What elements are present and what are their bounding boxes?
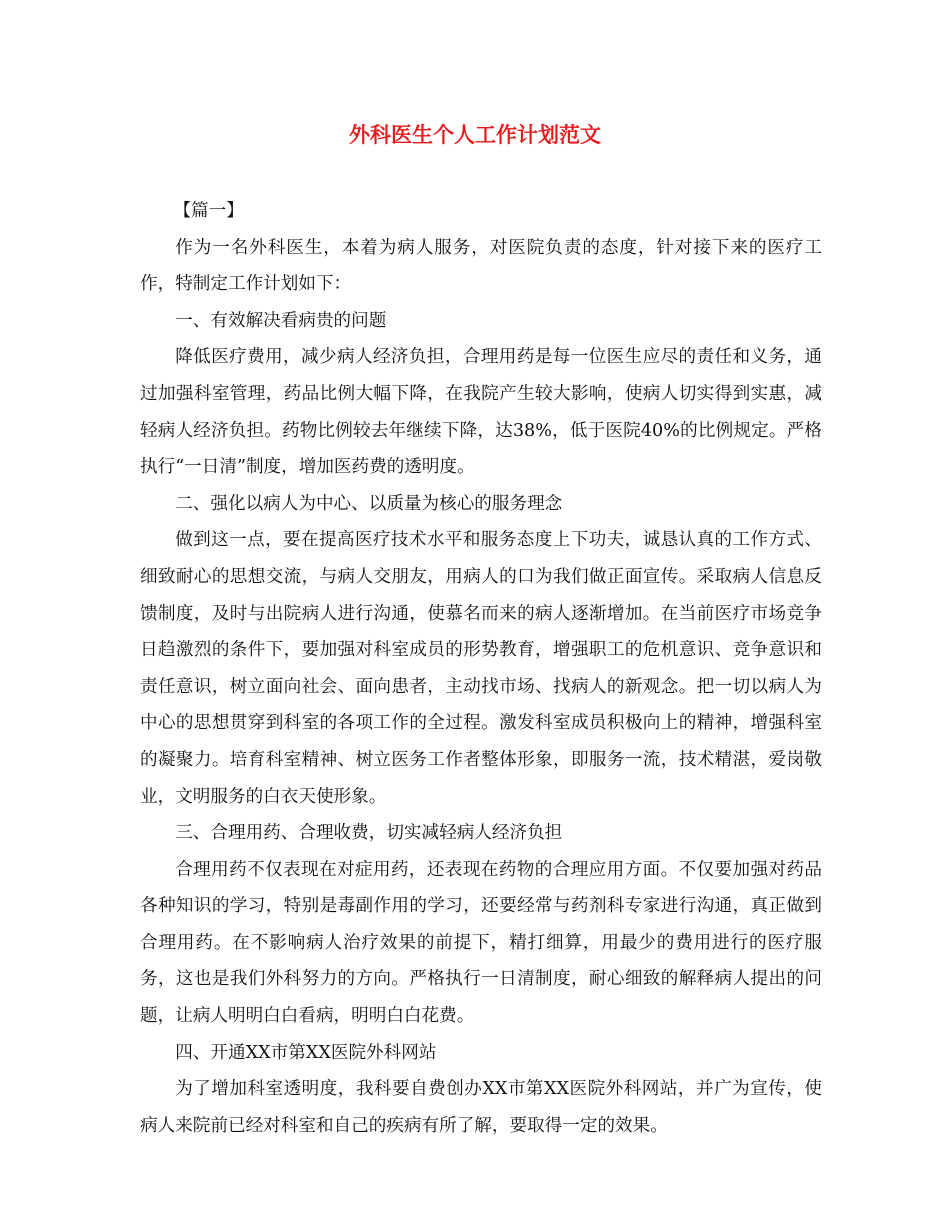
part-label: 【篇一】 <box>173 201 244 221</box>
section-heading-1: 一、有效解决看病贵的问题 <box>175 310 387 331</box>
section-paragraph-1: 降低医疗费用，减少病人经济负担，合理用药是每一位医生应尽的责任和义务，通过加强科室管理，药品比例大幅下降，在我院产生较大影响，使病人切实得到实惠，减轻病人经济负担。药物比例较去年继续下降，达38%，低于医院40%的比例规定。严格执行“一日清”制度，增加医药费的透明度。 <box>140 347 822 478</box>
section-heading-4: 四、开通XX市第XX医院外科网站 <box>175 1042 437 1063</box>
section-heading-3: 三、合理用药、合理收费，切实减轻病人经济负担 <box>175 823 563 844</box>
document-body <box>140 193 822 1144</box>
document-title: 外科医生个人工作计划范文 <box>349 122 601 147</box>
section-paragraph-4: 为了增加科室透明度，我科要自费创办XX市第XX医院外科网站，并广为宣传，使病人来院前已经对科室和自己的疾病有所了解，要取得一定的效果。 <box>140 1079 822 1136</box>
section-heading-2: 二、强化以病人为中心、以质量为核心的服务理念 <box>175 493 563 514</box>
section-paragraph-2: 做到这一点，要在提高医疗技术水平和服务态度上下功夫，诚恳认真的工作方式、细致耐心的思想交流，与病人交朋友，用病人的口为我们做正面宣传。采取病人信息反馈制度，及时与出院病人进行沟通，使慕名而来的病人逐渐增加。在当前医疗市场竞争日趋激烈的条件下，要加强对科室成员的形势教育，增强职工的危机意识、竞争意识和责任意识，树立面向社会、面向患者，主动找市场、找病人的新观念。把一切以病人为中心的思想贯穿到科室的各项工作的全过程。激发科室成员积极向上的精神，增强科室的凝聚力。培育科室精神、树立医务工作者整体形象，即服务一流，技术精湛，爱岗敬业，文明服务的白衣天使形象。 <box>140 530 822 807</box>
section-paragraph-3: 合理用药不仅表现在对症用药，还表现在药物的合理应用方面。不仅要加强对药品各种知识的学习，特别是毒副作用的学习，还要经常与药剂科专家进行沟通，真正做到合理用药。在不影响病人治疗效果的前提下，精打细算，用最少的费用进行的医疗服务，这也是我们外科努力的方向。严格执行一日清制度，耐心细致的解释病人提出的问题，让病人明明白白看病，明明白白花费。 <box>140 859 822 1027</box>
intro-paragraph: 作为一名外科医生，本着为病人服务，对医院负责的态度，针对接下来的医疗工作，特制定工作计划如下： <box>140 237 822 295</box>
